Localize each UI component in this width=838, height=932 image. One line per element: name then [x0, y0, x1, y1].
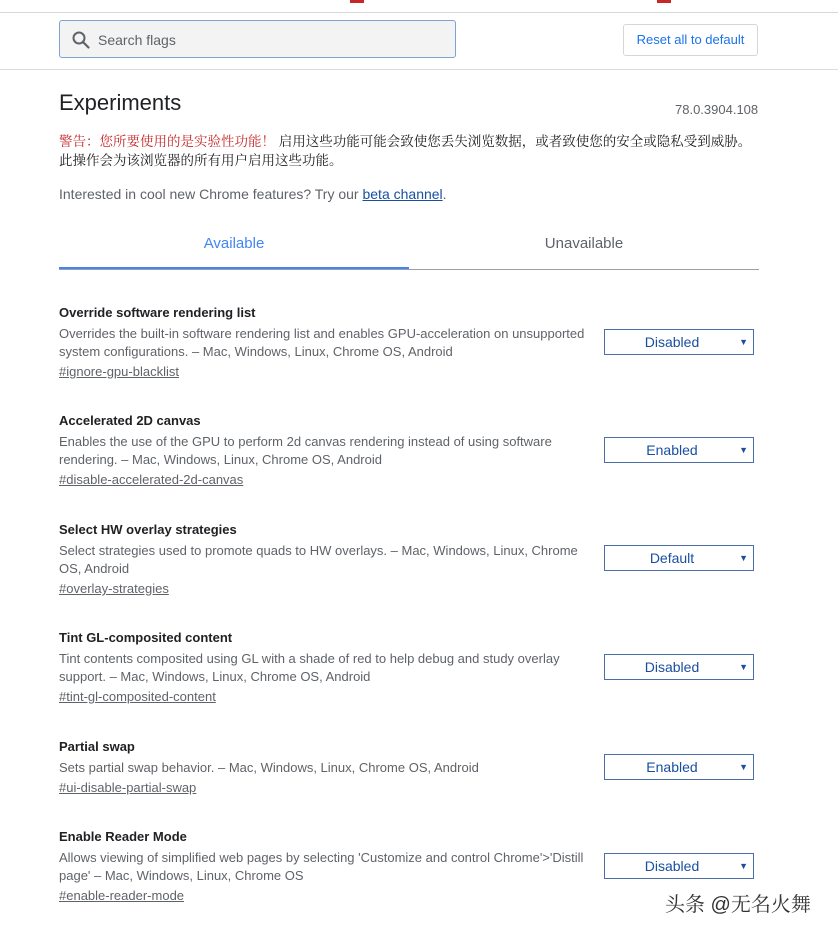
tab-unavailable[interactable]: Unavailable	[544, 235, 624, 252]
experiment-select[interactable]	[604, 654, 754, 680]
experiment-item	[59, 305, 759, 381]
experiment-item	[59, 739, 759, 797]
caret-down-icon: ▼	[739, 337, 748, 347]
experiment-description: Tint contents composited using GL with a shade of red to help debug and study overlay support. – Mac, Windows, Linux, Chrome OS, Android	[59, 651, 560, 684]
top-edge-mark	[657, 0, 671, 3]
experiment-name: Select HW overlay strategies	[59, 522, 237, 537]
experiment-name: Accelerated 2D canvas	[59, 413, 201, 428]
caret-down-icon: ▼	[739, 445, 748, 455]
search-input[interactable]	[96, 21, 450, 59]
warning-text	[59, 132, 759, 170]
experiment-link[interactable]: #overlay-strategies	[59, 581, 169, 596]
experiment-name: Enable Reader Mode	[59, 829, 187, 844]
tab-available[interactable]: Available	[59, 228, 409, 269]
beta-promo	[59, 186, 447, 202]
caret-down-icon: ▼	[739, 861, 748, 871]
experiment-select[interactable]	[604, 754, 754, 780]
experiment-select[interactable]	[604, 545, 754, 571]
select-value: Enabled	[646, 759, 698, 775]
experiment-description: Overrides the built-in software rendering list and enables GPU-acceleration on unsupported system configurations. – Mac, Windows, Linux, Chrome OS, Android	[59, 326, 585, 359]
warning-prefix: 警告：您所要使用的是实验性功能！	[59, 134, 275, 149]
experiment-description: Allows viewing of simplified web pages by selecting 'Customize and control Chrome'>'Distill page' – Mac, Windows, Linux, Chrome OS	[59, 850, 584, 883]
experiment-description: Sets partial swap behavior. – Mac, Windows, Linux, Chrome OS, Android	[59, 760, 479, 775]
warning-body: 启用这些功能可能会致使您丢失浏览数据，或者致使您的安全或隐私受到威胁。此操作会为该浏览器的所有用户启用这些功能。	[59, 134, 752, 168]
search-box[interactable]	[59, 20, 456, 58]
select-value: Disabled	[644, 659, 700, 675]
select-value: Disabled	[644, 858, 700, 874]
experiment-description: Select strategies used to promote quads to HW overlays. – Mac, Windows, Linux, Chrome OS, Android	[59, 543, 578, 576]
page-title: Experiments	[59, 90, 182, 115]
experiment-select[interactable]	[604, 437, 754, 463]
reset-all-button[interactable]: Reset all to default	[623, 24, 758, 56]
promo-text: Interested in cool new Chrome features? Try our	[59, 186, 363, 202]
experiment-item	[59, 522, 759, 598]
select-value: Default	[649, 550, 695, 566]
caret-down-icon: ▼	[739, 762, 748, 772]
experiment-item	[59, 630, 759, 706]
caret-down-icon: ▼	[739, 662, 748, 672]
experiment-link[interactable]: #enable-reader-mode	[59, 888, 185, 903]
experiment-name: Override software rendering list	[59, 305, 256, 320]
version-label: 78.0.3904.108	[675, 102, 759, 117]
promo-suffix: .	[442, 186, 447, 202]
beta-channel-link[interactable]: beta channel	[362, 186, 443, 202]
experiment-select[interactable]	[604, 329, 754, 355]
watermark: 头条 @无名火舞	[665, 894, 811, 916]
caret-down-icon: ▼	[739, 553, 748, 563]
experiment-link[interactable]: #disable-accelerated-2d-canvas	[59, 472, 244, 487]
select-value: Disabled	[644, 334, 700, 350]
experiment-description: Enables the use of the GPU to perform 2d canvas rendering instead of using software rendering. – Mac, Windows, Linux, Chrome OS, Android	[59, 434, 552, 467]
select-value: Enabled	[646, 442, 698, 458]
flags-header	[0, 12, 838, 70]
experiment-select[interactable]	[604, 853, 754, 879]
experiment-item	[59, 413, 759, 489]
experiment-item	[59, 829, 759, 905]
tab-bar	[59, 228, 759, 270]
search-icon	[71, 30, 91, 50]
experiment-link[interactable]: #ui-disable-partial-swap	[59, 780, 197, 795]
experiment-name: Tint GL-composited content	[59, 630, 233, 645]
experiment-link[interactable]: #ignore-gpu-blacklist	[59, 364, 179, 379]
top-edge-mark	[350, 0, 364, 3]
experiment-name: Partial swap	[59, 739, 135, 754]
experiment-link[interactable]: #tint-gl-composited-content	[59, 689, 216, 704]
